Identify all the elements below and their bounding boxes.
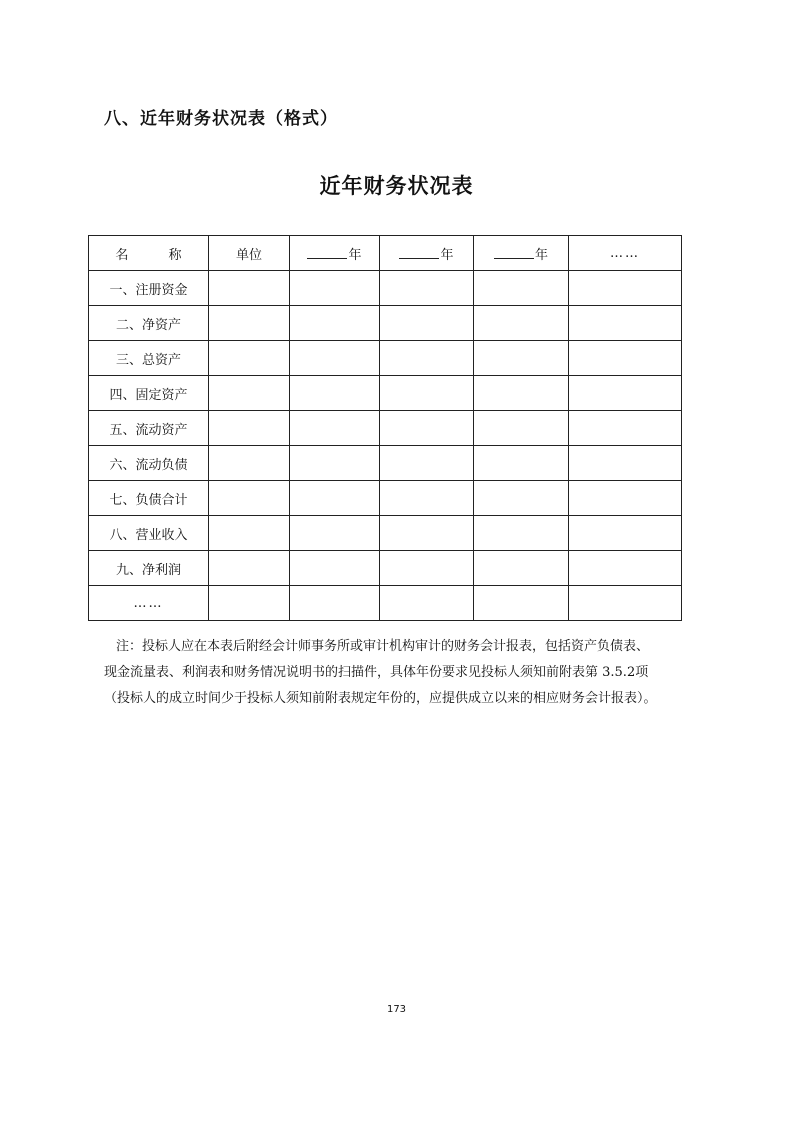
cell-year-1 bbox=[290, 481, 380, 516]
cell-unit bbox=[209, 341, 290, 376]
cell-unit bbox=[209, 516, 290, 551]
cell-more bbox=[569, 271, 682, 306]
cell-more bbox=[569, 376, 682, 411]
row-label: 六、流动负债 bbox=[89, 446, 209, 481]
cell-more bbox=[569, 341, 682, 376]
cell-year-1 bbox=[290, 586, 380, 621]
cell-year-1 bbox=[290, 341, 380, 376]
table-row bbox=[89, 271, 682, 306]
cell-unit bbox=[209, 376, 290, 411]
row-label: 七、负债合计 bbox=[89, 481, 209, 516]
cell-year-1 bbox=[290, 446, 380, 481]
cell-year-1 bbox=[290, 516, 380, 551]
table-row bbox=[89, 586, 682, 621]
cell-unit bbox=[209, 551, 290, 586]
cell-year-1 bbox=[290, 376, 380, 411]
table-row bbox=[89, 411, 682, 446]
header-year-3: 年 bbox=[474, 236, 569, 271]
header-name: 名 称 bbox=[89, 236, 209, 271]
cell-year-2 bbox=[380, 551, 474, 586]
cell-year-1 bbox=[290, 271, 380, 306]
cell-year-2 bbox=[380, 516, 474, 551]
cell-more bbox=[569, 516, 682, 551]
row-label: 四、固定资产 bbox=[89, 376, 209, 411]
row-label: 八、营业收入 bbox=[89, 516, 209, 551]
cell-more bbox=[569, 446, 682, 481]
table-row bbox=[89, 481, 682, 516]
cell-unit bbox=[209, 271, 290, 306]
cell-more bbox=[569, 551, 682, 586]
cell-unit bbox=[209, 586, 290, 621]
cell-year-3 bbox=[474, 411, 569, 446]
table-row bbox=[89, 516, 682, 551]
cell-year-1 bbox=[290, 306, 380, 341]
header-unit: 单位 bbox=[209, 236, 290, 271]
cell-unit bbox=[209, 446, 290, 481]
table-row bbox=[89, 551, 682, 586]
cell-more bbox=[569, 411, 682, 446]
cell-year-3 bbox=[474, 341, 569, 376]
row-label: 五、流动资产 bbox=[89, 411, 209, 446]
row-label: 九、净利润 bbox=[89, 551, 209, 586]
row-label: 一、注册资金 bbox=[89, 271, 209, 306]
cell-year-3 bbox=[474, 516, 569, 551]
table-row bbox=[89, 306, 682, 341]
cell-year-2 bbox=[380, 411, 474, 446]
note-line-3: （投标人的成立时间少于投标人须知前附表规定年份的，应提供成立以来的相应财务会计报表）。 bbox=[104, 691, 657, 706]
cell-year-2 bbox=[380, 341, 474, 376]
table-row bbox=[89, 446, 682, 481]
cell-year-2 bbox=[380, 446, 474, 481]
row-label: 二、净资产 bbox=[89, 306, 209, 341]
section-heading: 八、近年财务状况表（格式） bbox=[104, 109, 338, 129]
cell-year-2 bbox=[380, 586, 474, 621]
cell-year-3 bbox=[474, 376, 569, 411]
cell-more bbox=[569, 586, 682, 621]
table-row bbox=[89, 341, 682, 376]
cell-year-2 bbox=[380, 376, 474, 411]
cell-year-3 bbox=[474, 271, 569, 306]
note-line-1: 注：投标人应在本表后附经会计师事务所或审计机构审计的财务会计报表，包括资产负债表、 bbox=[116, 639, 650, 654]
cell-more bbox=[569, 306, 682, 341]
cell-unit bbox=[209, 481, 290, 516]
cell-year-3 bbox=[474, 481, 569, 516]
cell-year-2 bbox=[380, 306, 474, 341]
cell-year-3 bbox=[474, 586, 569, 621]
header-year-2: 年 bbox=[380, 236, 474, 271]
cell-year-2 bbox=[380, 481, 474, 516]
header-year-1: 年 bbox=[290, 236, 380, 271]
document-title: 近年财务状况表 bbox=[319, 174, 474, 198]
table-row bbox=[89, 376, 682, 411]
cell-year-3 bbox=[474, 446, 569, 481]
cell-year-2 bbox=[380, 271, 474, 306]
table-note bbox=[104, 634, 704, 712]
cell-year-1 bbox=[290, 551, 380, 586]
table-header-row bbox=[89, 236, 682, 271]
cell-unit bbox=[209, 411, 290, 446]
row-label: 三、总资产 bbox=[89, 341, 209, 376]
cell-year-3 bbox=[474, 306, 569, 341]
header-more: …… bbox=[569, 236, 682, 271]
note-line-2: 现金流量表、利润表和财务情况说明书的扫描件，具体年份要求见投标人须知前附表第 3.5.2项 bbox=[104, 665, 649, 680]
cell-year-1 bbox=[290, 411, 380, 446]
row-label: …… bbox=[89, 586, 209, 621]
financial-status-table bbox=[88, 235, 682, 621]
cell-more bbox=[569, 481, 682, 516]
cell-year-3 bbox=[474, 551, 569, 586]
page-number: 173 bbox=[386, 1004, 407, 1015]
cell-unit bbox=[209, 306, 290, 341]
